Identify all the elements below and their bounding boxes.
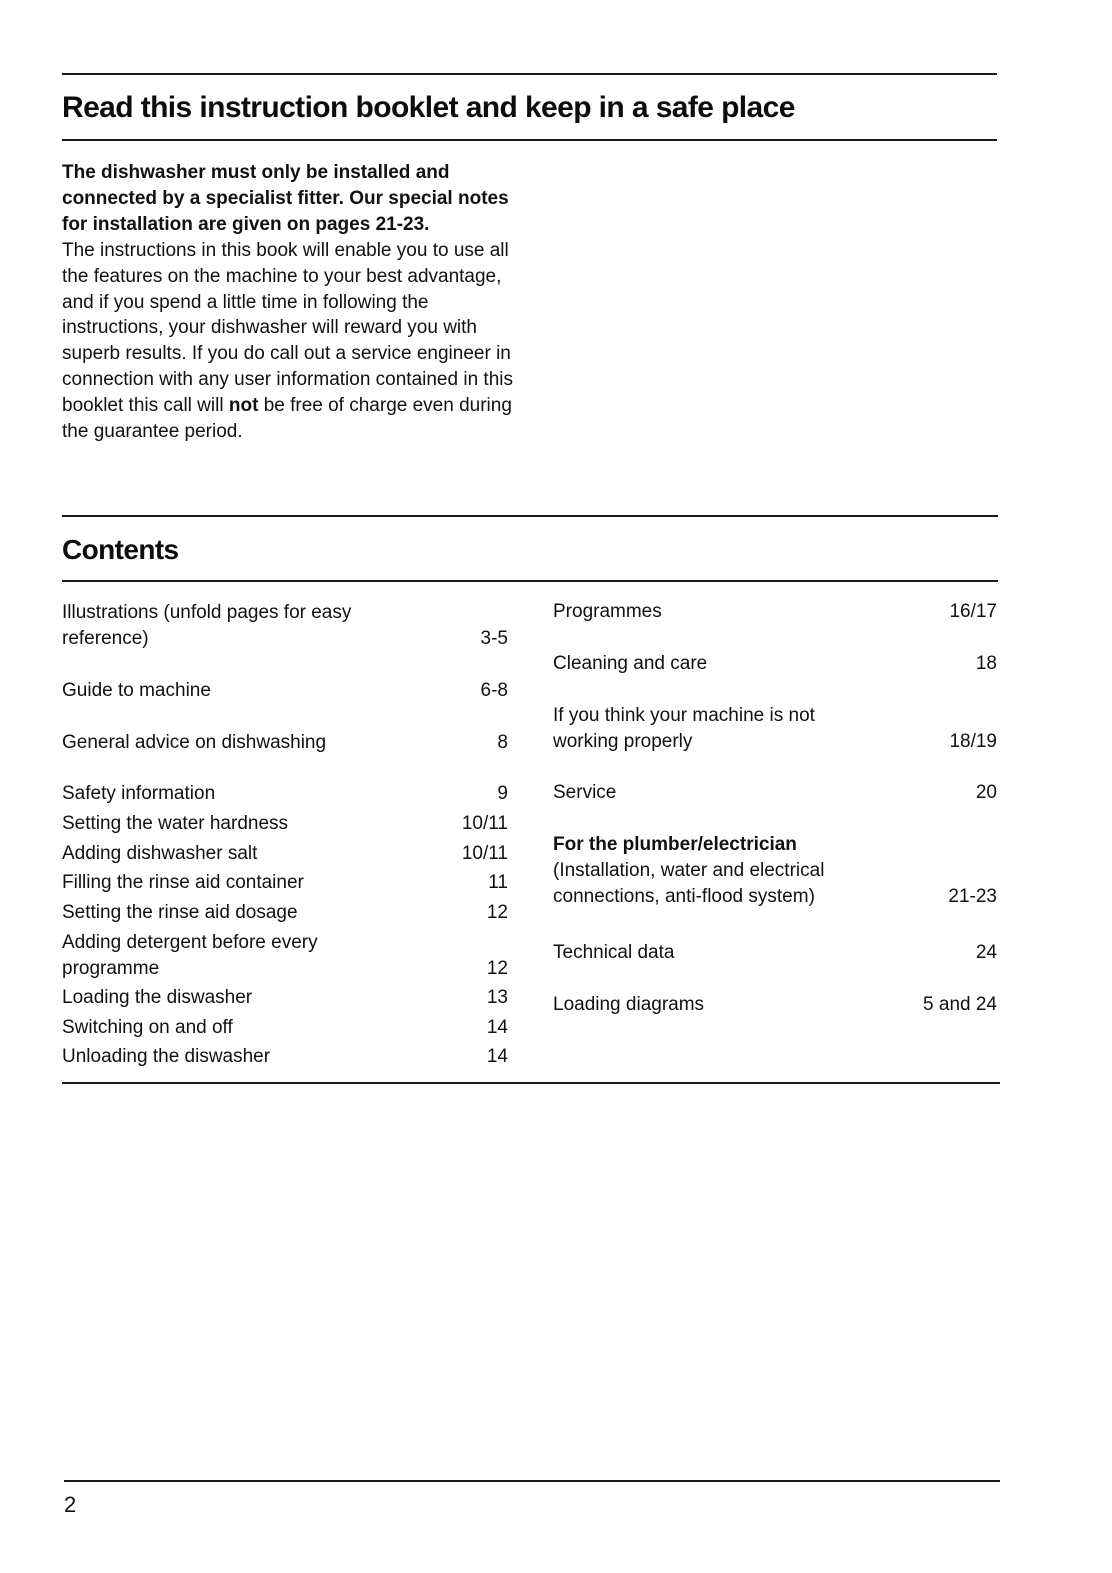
toc-page: 16/17 bbox=[949, 601, 997, 622]
toc-label: General advice on dishwashing bbox=[62, 732, 327, 753]
contents-heading-rule bbox=[62, 580, 998, 582]
toc-entry-rinse-aid-dosage[interactable] bbox=[62, 900, 508, 926]
intro-paragraph-end: be free of charge even during the guarantee period. bbox=[62, 395, 512, 443]
toc-label: Technical data bbox=[553, 942, 675, 963]
toc-page: 5 and 24 bbox=[923, 994, 997, 1015]
intro-paragraph-start: The instructions in this book will enable you to use all the features on the machine to your best advantage, and if you spend a little time in following the instructions, your dishwasher will reward you with superb results. If you do call out a service engineer in connection with any user information contained in this booklet this call will bbox=[62, 239, 513, 417]
title-rule bbox=[62, 139, 997, 141]
top-rule bbox=[62, 73, 997, 75]
toc-page: 11 bbox=[488, 872, 508, 893]
toc-label: Guide to machine bbox=[62, 680, 211, 701]
toc-page: 12 bbox=[486, 958, 508, 979]
toc-page: 20 bbox=[975, 782, 997, 803]
toc-label: Setting the water hardness bbox=[62, 813, 289, 834]
toc-page: 14 bbox=[486, 1046, 508, 1067]
intro-emphasis: not bbox=[228, 395, 259, 417]
footer-rule bbox=[64, 1480, 1000, 1482]
toc-label: Filling the rinse aid container bbox=[62, 872, 304, 893]
toc-label: Switching on and off bbox=[62, 1017, 233, 1038]
toc-entry-plumber-electrician[interactable] bbox=[553, 832, 997, 910]
toc-page: 13 bbox=[486, 987, 508, 1008]
toc-entry-adding-detergent[interactable] bbox=[62, 930, 508, 982]
toc-label: (Installation, water and electrical connections, anti-flood system) bbox=[553, 860, 825, 907]
toc-entry-service[interactable] bbox=[553, 780, 997, 806]
toc-subheading: For the plumber/electrician bbox=[553, 834, 797, 855]
toc-label: Adding detergent before every programme bbox=[62, 932, 318, 979]
toc-label: Cleaning and care bbox=[553, 653, 708, 674]
toc-page: 24 bbox=[975, 942, 997, 963]
toc-page: 12 bbox=[486, 902, 508, 923]
toc-label: Loading the diswasher bbox=[62, 987, 253, 1008]
toc-label: Service bbox=[553, 782, 617, 803]
contents-heading: Contents bbox=[62, 534, 179, 565]
toc-entry-water-hardness[interactable] bbox=[62, 811, 508, 837]
toc-label: Adding dishwasher salt bbox=[62, 843, 258, 864]
intro-paragraph bbox=[62, 238, 532, 445]
toc-page: 10/11 bbox=[461, 843, 508, 864]
toc-page: 6-8 bbox=[480, 680, 508, 701]
toc-entry-loading[interactable] bbox=[62, 985, 508, 1011]
toc-entry-safety-information[interactable] bbox=[62, 781, 508, 807]
toc-label: Setting the rinse aid dosage bbox=[62, 902, 298, 923]
toc-entry-unloading[interactable] bbox=[62, 1044, 508, 1070]
toc-entry-switching[interactable] bbox=[62, 1015, 508, 1041]
toc-page: 10/11 bbox=[461, 813, 508, 834]
toc-page: 14 bbox=[486, 1017, 508, 1038]
toc-entry-cleaning-care[interactable] bbox=[553, 651, 997, 677]
toc-page: 18 bbox=[975, 653, 997, 674]
toc-entry-guide-to-machine[interactable] bbox=[62, 678, 508, 704]
toc-label: Programmes bbox=[553, 601, 662, 622]
toc-entry-dishwasher-salt[interactable] bbox=[62, 841, 508, 867]
toc-page: 9 bbox=[497, 783, 508, 804]
toc-page: 18/19 bbox=[949, 731, 997, 752]
toc-entry-programmes[interactable] bbox=[553, 599, 997, 625]
toc-label: Safety information bbox=[62, 783, 216, 804]
toc-label: Illustrations (unfold pages for easy reference) bbox=[62, 602, 352, 649]
toc-entry-illustrations[interactable] bbox=[62, 600, 508, 652]
toc-entry-general-advice[interactable] bbox=[62, 730, 508, 756]
toc-label: If you think your machine is not working properly bbox=[553, 705, 815, 752]
toc-page: 21-23 bbox=[948, 886, 997, 907]
toc-entry-troubleshooting[interactable] bbox=[553, 703, 997, 755]
contents-top-rule bbox=[62, 515, 998, 517]
toc-page: 3-5 bbox=[480, 628, 508, 649]
page-number: 2 bbox=[64, 1492, 77, 1517]
installation-notice: The dishwasher must only be installed and connected by a specialist fitter. Our special notes for installation are given on pages 21-23. bbox=[62, 162, 509, 235]
intro-text bbox=[62, 160, 532, 445]
toc-page: 8 bbox=[497, 732, 508, 753]
toc-entry-rinse-aid-container[interactable] bbox=[62, 870, 508, 896]
toc-entry-loading-diagrams[interactable] bbox=[553, 992, 997, 1018]
toc-label: Loading diagrams bbox=[553, 994, 705, 1015]
contents-bottom-rule bbox=[62, 1082, 1000, 1084]
toc-entry-technical-data[interactable] bbox=[553, 940, 997, 966]
page-title: Read this instruction booklet and keep in a safe place bbox=[62, 91, 795, 124]
toc-label: Unloading the diswasher bbox=[62, 1046, 271, 1067]
